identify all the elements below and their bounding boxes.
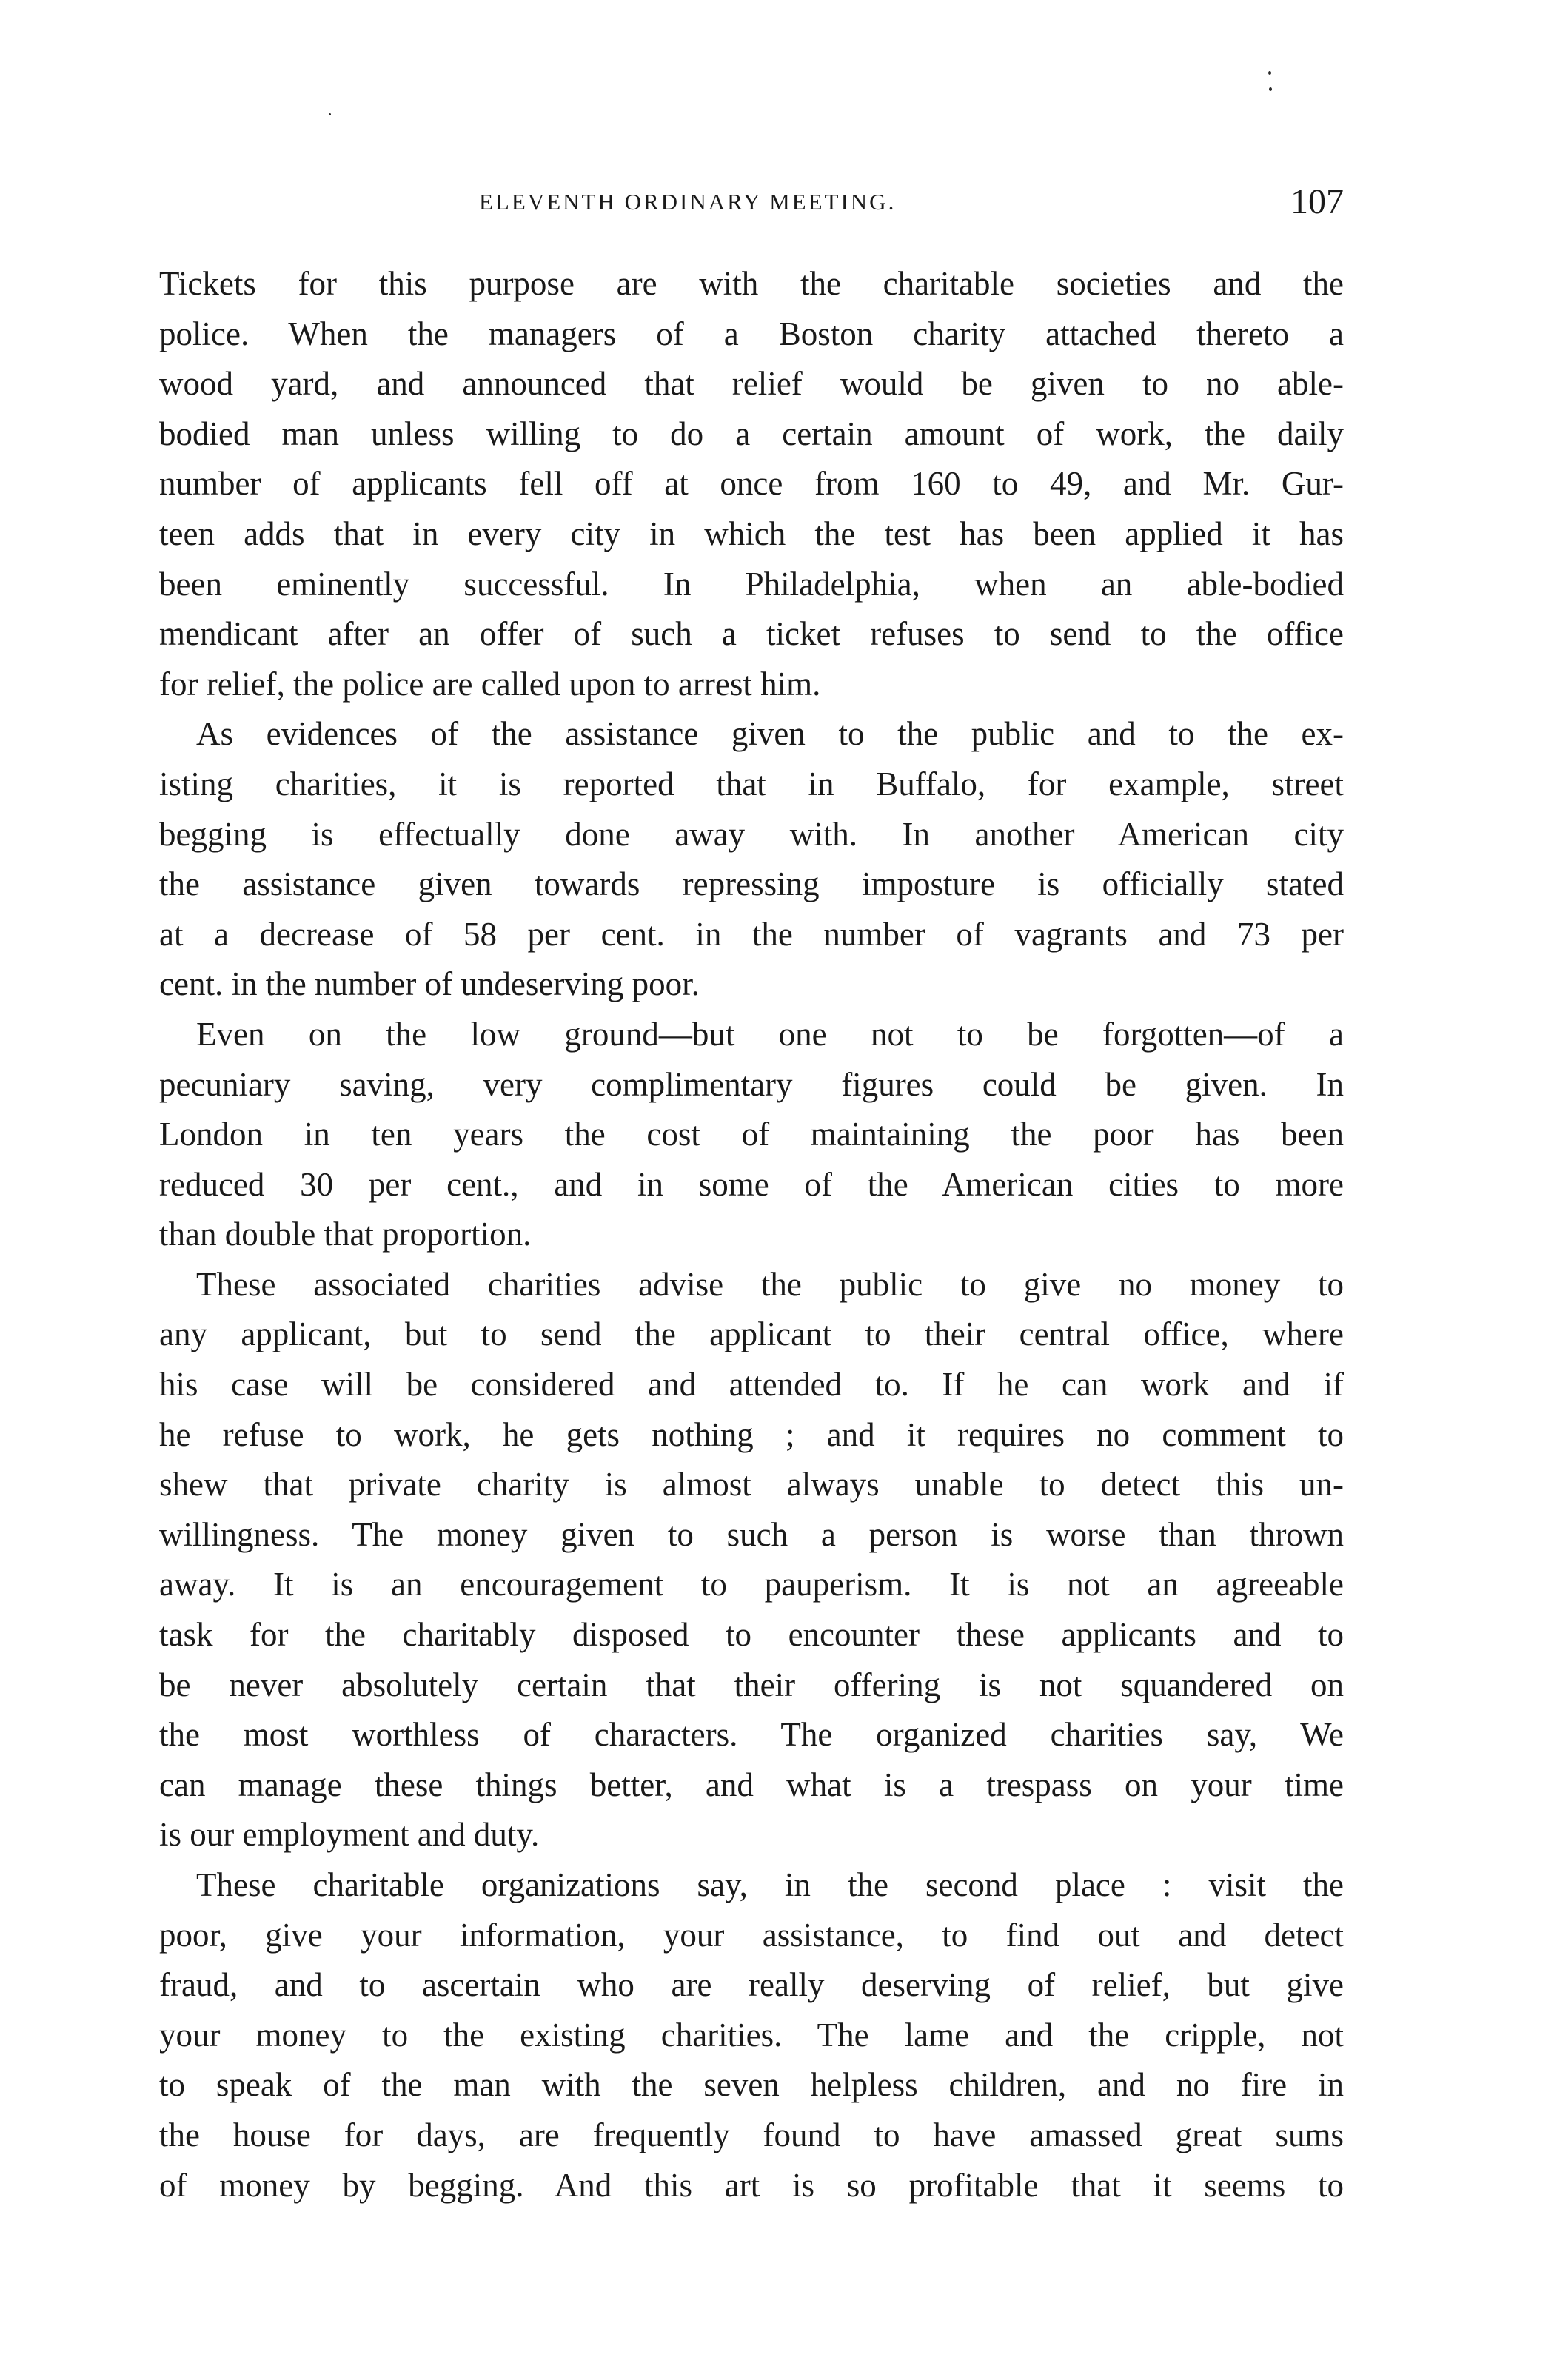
text-line: poor, give your information, your assistance, to find out and detect [159,1916,1344,1954]
body-text [159,259,1344,2210]
paragraph-5 [159,1860,1344,2210]
text-line: he refuse to work, he gets nothing ; and it requires no comment to [159,1415,1344,1453]
text-line: reduced 30 per cent., and in some of the American cities to more [159,1165,1344,1203]
text-line: away. It is an encouragement to pauperism. It is not an agreeable [159,1566,1344,1603]
text-line: the house for days, are frequently found to have amassed great sums [159,2116,1344,2153]
text-line: Tickets for this purpose are with the charitable societies and the [159,265,1344,302]
page-number: 107 [1290,182,1344,221]
text-line: police. When the managers of a Boston charity attached thereto a [159,315,1344,352]
text-line: pecuniary saving, very complimentary figures could be given. In [159,1065,1344,1103]
text-line: begging is effectually done away with. In another American city [159,815,1344,853]
text-line: to speak of the man with the seven helpless children, and no fire in [159,2066,1344,2104]
text-line: These charitable organizations say, in the second place : visit the [196,1866,1344,1903]
text-line: any applicant, but to send the applicant to their central office, where [159,1315,1344,1353]
text-line: fraud, and to ascertain who are really deserving of relief, but give [159,1966,1344,2004]
paragraph-1 [159,259,1344,709]
text-line: As evidences of the assistance given to the public and to the ex- [196,715,1344,753]
ink-speck-3 [329,113,331,115]
running-head: ELEVENTH ORDINARY MEETING. [479,189,897,215]
text-line: number of applicants fell off at once from 160 to 49, and Mr. Gur- [159,465,1344,503]
text-line: teen adds that in every city in which the test has been applied it has [159,514,1344,552]
text-line: willingness. The money given to such a person is worse than thrown [159,1515,1344,1553]
text-line: is our employment and duty. [159,1816,540,1854]
text-line: than double that proportion. [159,1216,532,1253]
text-line: bodied man unless willing to do a certain amount of work, the daily [159,415,1344,452]
paragraph-3 [159,1010,1344,1260]
text-line: the most worthless of characters. The organized charities say, We [159,1716,1344,1754]
text-line: task for the charitably disposed to encounter these applicants and to [159,1616,1344,1654]
text-line: can manage these things better, and what is a trespass on your time [159,1766,1344,1803]
text-line: mendicant after an offer of such a ticket refuses to send to the office [159,615,1344,653]
text-line: for relief, the police are called upon to arrest him. [159,665,821,703]
paragraph-4 [159,1260,1344,1860]
text-line: Even on the low ground—but one not to be forgotten—of a [196,1015,1344,1053]
text-line: the assistance given towards repressing imposture is officially stated [159,865,1344,903]
text-line: London in ten years the cost of maintaining the poor has been [159,1116,1344,1153]
page-header [159,181,1344,233]
text-line: wood yard, and announced that relief would be given to no able- [159,365,1344,403]
text-line: cent. in the number of undeserving poor. [159,965,700,1003]
ink-speck-2 [1269,87,1272,91]
text-line: your money to the existing charities. The lame and the cripple, not [159,2016,1344,2054]
ink-speck-1 [1268,71,1271,75]
text-line: shew that private charity is almost always unable to detect this un- [159,1466,1344,1504]
text-line: at a decrease of 58 per cent. in the number of vagrants and 73 per [159,915,1344,953]
paragraph-2 [159,709,1344,1010]
text-line: isting charities, it is reported that in Buffalo, for example, street [159,765,1344,802]
text-line: be never absolutely certain that their offering is not squandered on [159,1666,1344,1703]
text-line: These associated charities advise the public to give no money to [196,1265,1344,1303]
text-line: of money by begging. And this art is so profitable that it seems to [159,2166,1344,2204]
text-line: been eminently successful. In Philadelphia, when an able-bodied [159,565,1344,603]
text-line: his case will be considered and attended to. If he can work and if [159,1366,1344,1404]
